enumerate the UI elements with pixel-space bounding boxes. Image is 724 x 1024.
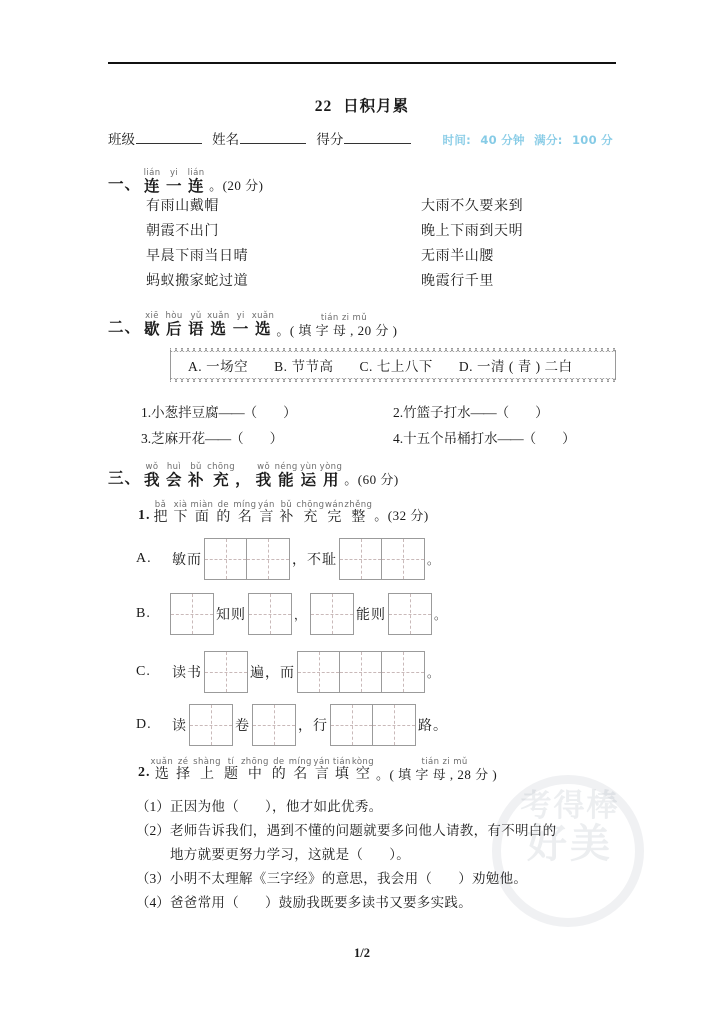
- sub2-number: 2.: [138, 765, 151, 780]
- page-title: [0, 94, 724, 116]
- pinyin: xuǎn: [207, 311, 230, 321]
- tianzige-cell[interactable]: [253, 705, 295, 745]
- hanzi: 一: [232, 321, 252, 338]
- pinyin: xuǎn: [251, 311, 275, 321]
- item-index: （1）: [136, 799, 170, 814]
- tianzige-group[interactable]: [339, 538, 425, 580]
- hanzi: 的: [216, 510, 234, 525]
- ruby-wan: [324, 500, 344, 525]
- row-period: 。: [427, 665, 440, 680]
- name-input[interactable]: [240, 131, 306, 144]
- ruby-hui: [163, 462, 185, 489]
- hanzi: 选: [210, 321, 230, 338]
- pinyin: zhěng: [344, 500, 373, 510]
- matching-exercise: [108, 192, 628, 292]
- pinyin: wán: [325, 500, 344, 510]
- hanzi: 补: [279, 510, 297, 525]
- tianzige-group[interactable]: [388, 593, 432, 635]
- ruby-yan: [256, 500, 276, 525]
- hanzi: 语: [188, 321, 208, 338]
- answer-options-box: [170, 348, 616, 382]
- option-b[interactable]: [274, 355, 333, 375]
- ruby-bu2: [276, 500, 296, 525]
- item-number: 2.: [393, 405, 404, 420]
- pinyin: hòu: [165, 311, 183, 321]
- hanzi: 我: [144, 472, 164, 489]
- tianzige-group[interactable]: [204, 651, 248, 693]
- pinyin: tián: [332, 757, 351, 767]
- answer-blank[interactable]: （ ）: [495, 405, 549, 420]
- tianzige-cell[interactable]: [331, 705, 373, 745]
- hanzi: 连: [144, 178, 164, 195]
- section-three-number: 三、: [108, 469, 142, 487]
- pinyin: wǒ: [257, 462, 271, 472]
- sub-question-1-heading: [138, 500, 658, 525]
- ruby-de: [213, 500, 233, 525]
- xiehouyu-row: [108, 424, 628, 450]
- ruby-de2: [269, 757, 289, 782]
- option-text: 节节高: [291, 359, 334, 374]
- item-text: 竹篮子打水: [403, 405, 471, 420]
- match-row: [108, 217, 628, 242]
- xiehouyu-item[interactable]: [393, 401, 549, 421]
- hanzi: 完: [327, 510, 345, 525]
- row-text: 遍，而: [250, 666, 295, 681]
- fill-grid-row-c: [108, 650, 439, 694]
- pinyin: yùn: [300, 462, 318, 472]
- section-two-number: 二、: [108, 318, 142, 336]
- fill-item: [108, 819, 628, 867]
- pinyin: yòng: [319, 462, 343, 472]
- hanzi: 言: [259, 510, 277, 525]
- pinyin: bǔ: [190, 462, 202, 472]
- row-text: ，不耻: [292, 553, 337, 568]
- class-input[interactable]: [136, 131, 202, 144]
- row-label: B.: [136, 606, 151, 621]
- pinyin: zhōng: [240, 757, 269, 767]
- match-left-item[interactable]: 朝霞不出门: [146, 223, 219, 239]
- page-number: 1/2: [354, 946, 370, 960]
- item-number: 4.: [393, 431, 404, 446]
- sub-question-2-heading: [138, 757, 658, 782]
- tianzige-cell[interactable]: [171, 594, 213, 634]
- watermark-line2: 好美: [527, 820, 613, 867]
- hanzi: 名: [237, 510, 255, 525]
- hanzi: 填: [334, 767, 352, 782]
- pinyin: de: [217, 500, 230, 510]
- student-info-row: [108, 128, 618, 148]
- text-before-blank: 爸爸常用（: [170, 895, 239, 910]
- match-left-item[interactable]: 有雨山戴帽: [146, 198, 219, 214]
- fill-grid-row-d: [108, 703, 450, 747]
- ruby-xuan3: [151, 757, 174, 782]
- text-line-1: 老师告诉我们，遇到不懂的问题就要多问他人请教，有不明白的: [170, 823, 557, 838]
- ruby-tail-tianzimu-2: [374, 757, 497, 782]
- fullscore-value: 100 分: [571, 133, 613, 147]
- section-two-score: 。( 填 字 母 , 20 分 ): [276, 322, 398, 338]
- title-text: 日积月累: [343, 98, 410, 115]
- dash: ——: [205, 431, 231, 446]
- ruby-xie: [141, 311, 163, 338]
- match-right-item[interactable]: 大雨不久要来到: [421, 198, 524, 214]
- option-text: 一清 ( 青 ) 二白: [477, 359, 573, 374]
- dash: ——: [470, 405, 496, 420]
- row-label: D.: [136, 717, 152, 732]
- tianzige-group[interactable]: [170, 593, 214, 635]
- fill-grid-row-b: [108, 592, 446, 636]
- hanzi: 充: [303, 510, 321, 525]
- ruby-tail-tianzimu: [274, 313, 397, 338]
- title-number: 22: [314, 98, 333, 115]
- option-label: C.: [359, 359, 373, 374]
- option-label: B.: [274, 359, 288, 374]
- hanzi: 的: [271, 767, 289, 782]
- section-one-heading: [108, 168, 628, 195]
- ruby-chong2: [296, 500, 324, 525]
- pinyin: miàn: [190, 500, 214, 510]
- ruby-ze: [173, 757, 193, 782]
- item-text[interactable]: [170, 867, 628, 891]
- ruby-wo-1: [141, 462, 163, 489]
- item-text[interactable]: [170, 891, 628, 915]
- text-before-blank: 小明不太理解《三字经》的意思，我会用（: [170, 871, 433, 886]
- ruby-yi: [230, 311, 252, 338]
- pinyin: xiē: [145, 311, 159, 321]
- row-comma: ，: [294, 607, 307, 622]
- pinyin: mǔ: [352, 312, 368, 323]
- xiehouyu-item[interactable]: [393, 427, 576, 447]
- tianzige-cell[interactable]: [373, 705, 415, 745]
- ruby-lian-1: [141, 168, 163, 195]
- pinyin: kòng: [351, 757, 375, 767]
- ruby-yun: [298, 462, 320, 489]
- row-label: C.: [136, 664, 151, 679]
- pinyin: xià: [173, 500, 188, 510]
- xiehouyu-item[interactable]: [108, 401, 393, 421]
- tianzige-group[interactable]: [189, 704, 233, 746]
- tianzige-group[interactable]: [310, 593, 354, 635]
- row-text: 能则: [356, 608, 387, 623]
- tianzige-group[interactable]: [330, 704, 416, 746]
- tianzige-cell[interactable]: [205, 539, 247, 579]
- pinyin: tí: [227, 757, 235, 767]
- xiehouyu-row: [108, 398, 628, 424]
- tianzige-cell[interactable]: [382, 652, 424, 692]
- pinyin: zi: [341, 312, 350, 323]
- item-number: 1.: [141, 405, 152, 420]
- tianzige-cell[interactable]: [389, 594, 431, 634]
- pinyin: de: [273, 757, 285, 767]
- ruby-kong: [352, 757, 374, 782]
- ruby-yi: [163, 168, 185, 195]
- pinyin: mǔ: [453, 757, 468, 767]
- hanzi: 歇: [144, 321, 164, 338]
- item-index: （2）: [136, 823, 170, 838]
- hanzi: 会: [166, 472, 186, 489]
- comma: ，: [235, 470, 253, 488]
- fill-item: [108, 891, 628, 915]
- hanzi: 言: [314, 767, 332, 782]
- tianzige-cell[interactable]: [205, 652, 247, 692]
- match-row: [108, 192, 628, 217]
- option-label: D.: [458, 359, 474, 374]
- pinyin: zi: [442, 757, 451, 767]
- section-two-heading: [108, 311, 628, 338]
- option-c[interactable]: [360, 355, 433, 375]
- hanzi: 下: [173, 510, 191, 525]
- row-period: 。: [427, 552, 440, 567]
- match-left-item[interactable]: 蚂蚁搬家蛇过道: [146, 273, 249, 289]
- section-three-score: 。(60 分): [344, 471, 399, 487]
- sub2-score: 。( 填 字 母 , 28 分 ): [376, 767, 498, 782]
- hanzi: 一: [166, 178, 186, 195]
- ruby-shang: [193, 757, 221, 782]
- time-label: 时间:: [442, 133, 472, 147]
- hanzi: 名: [293, 767, 311, 782]
- item-index: （3）: [136, 871, 170, 886]
- answer-blank[interactable]: （ ）: [522, 431, 576, 446]
- match-row: [108, 267, 628, 292]
- pinyin: bǎ: [154, 500, 167, 510]
- hanzi: 选: [154, 767, 172, 782]
- row-text: 敏而: [172, 553, 202, 568]
- match-row: [108, 242, 628, 267]
- tianzige-cell[interactable]: [247, 539, 289, 579]
- ruby-ming: [233, 500, 256, 525]
- ruby-bu: [185, 462, 207, 489]
- answer-blank[interactable]: （ ）: [230, 431, 284, 446]
- row-text: 读: [172, 719, 187, 734]
- time-value: 40 分钟: [480, 133, 525, 147]
- exam-meta: [443, 132, 618, 148]
- pinyin: tián: [421, 757, 440, 767]
- pinyin: yán: [257, 500, 275, 510]
- ruby-ba: [151, 500, 171, 525]
- hanzi: 补: [188, 472, 208, 489]
- hanzi: 整: [351, 510, 369, 525]
- tianzige-cell[interactable]: [190, 705, 232, 745]
- hanzi: 运: [300, 472, 320, 489]
- sub1-number: 1.: [138, 508, 151, 523]
- ruby-ming2: [289, 757, 312, 782]
- tianzige-cell[interactable]: [298, 652, 340, 692]
- pinyin: shàng: [193, 757, 221, 767]
- ruby-mian: [191, 500, 214, 525]
- tianzige-group[interactable]: [248, 593, 292, 635]
- option-label: A.: [188, 359, 203, 374]
- tianzige-group[interactable]: [297, 651, 425, 693]
- option-text: 七上八下: [376, 359, 433, 374]
- match-right-item[interactable]: 晚霞行千里: [421, 273, 494, 289]
- dash: ——: [497, 431, 523, 446]
- hanzi: 把: [153, 510, 171, 525]
- row-text: 知则: [216, 608, 246, 623]
- pinyin: chōng: [207, 462, 236, 472]
- pinyin: bǔ: [280, 500, 293, 510]
- xiehouyu-item[interactable]: [108, 427, 393, 447]
- option-d[interactable]: [459, 355, 573, 375]
- ruby-hou: [163, 311, 185, 338]
- item-text[interactable]: [170, 819, 628, 867]
- fullscore-label: 满分:: [534, 133, 563, 147]
- sub1-score: 。(32 分): [374, 508, 429, 523]
- ruby-xuan-1: [207, 311, 230, 338]
- pinyin: yi: [236, 311, 245, 321]
- text-before-blank: 地方就要更努力学习，这就是（: [170, 847, 364, 862]
- match-right-item[interactable]: 无雨半山腰: [421, 248, 494, 264]
- tianzige-cell[interactable]: [340, 652, 382, 692]
- section-three-heading: [108, 462, 628, 489]
- xiehouyu-items: [108, 398, 628, 450]
- option-text: 一场空: [206, 359, 249, 374]
- hanzi: 选: [255, 321, 275, 338]
- row-label: A.: [136, 551, 152, 566]
- ruby-yu: [185, 311, 207, 338]
- answer-blank[interactable]: （ ）: [243, 405, 297, 420]
- pinyin: lián: [143, 168, 161, 178]
- hanzi: 面: [194, 510, 212, 525]
- pinyin: yǔ: [190, 311, 202, 321]
- ruby-yong: [320, 462, 343, 489]
- tianzige-cell[interactable]: [340, 539, 382, 579]
- item-text[interactable]: [170, 795, 628, 819]
- text-after-blank: ）。: [389, 847, 411, 862]
- hanzi: 中: [247, 767, 265, 782]
- row-text: ，行: [298, 719, 328, 734]
- ruby-yan2: [312, 757, 332, 782]
- hanzi: 用: [322, 472, 342, 489]
- section-one-number: 一、: [108, 175, 142, 193]
- ruby-ti: [221, 757, 241, 782]
- row-text: 路。: [418, 719, 448, 734]
- pinyin: chōng: [296, 500, 325, 510]
- hanzi: 空: [355, 767, 373, 782]
- tianzige-cell[interactable]: [382, 539, 424, 579]
- pinyin: yi: [169, 168, 179, 178]
- text-before-blank: 正因为他（: [170, 799, 239, 814]
- name-label: 姓名: [212, 132, 240, 147]
- section-one-score: 。(20 分): [209, 177, 264, 193]
- score-label: 得分: [316, 132, 344, 147]
- pinyin: lián: [187, 168, 205, 178]
- pinyin: néng: [274, 462, 298, 472]
- pinyin: míng: [288, 757, 312, 767]
- row-text: 读书: [172, 666, 202, 681]
- text-after-blank: ）劝勉他。: [458, 871, 528, 886]
- ruby-zheng: [344, 500, 372, 525]
- ruby-neng: [275, 462, 298, 489]
- tianzige-group[interactable]: [252, 704, 296, 746]
- text-after-blank: ）鼓励我既要多读书又要多实践。: [265, 895, 472, 910]
- ruby-lian-2: [185, 168, 207, 195]
- match-right-item[interactable]: 晚上下雨到天明: [421, 223, 524, 239]
- pinyin: zé: [177, 757, 189, 767]
- ruby-wo-2: [253, 462, 275, 489]
- match-left-item[interactable]: 早晨下雨当日晴: [146, 248, 249, 264]
- ruby-zhong: [241, 757, 269, 782]
- hanzi: 上: [200, 767, 218, 782]
- fill-item: [108, 867, 628, 891]
- fill-blank-items: [108, 795, 628, 915]
- pinyin: tián: [320, 312, 339, 323]
- fill-grid-row-a: [108, 537, 439, 581]
- text-after-blank: ），他才如此优秀。: [265, 799, 383, 814]
- row-period: 。: [434, 607, 447, 622]
- hanzi: 我: [255, 472, 275, 489]
- hanzi: 充: [213, 472, 233, 489]
- dash: ——: [218, 405, 244, 420]
- score-input[interactable]: [344, 131, 410, 144]
- item-text: 十五个吊桶打水: [403, 431, 498, 446]
- pinyin: huì: [166, 462, 182, 472]
- pinyin: míng: [233, 500, 257, 510]
- tianzige-group[interactable]: [204, 538, 290, 580]
- option-a[interactable]: [188, 355, 248, 375]
- ruby-tian: [332, 757, 352, 782]
- hanzi: 后: [166, 321, 186, 338]
- hanzi: 题: [223, 767, 241, 782]
- fill-item: [108, 795, 628, 819]
- hanzi: 连: [188, 178, 208, 195]
- hanzi: 择: [176, 767, 194, 782]
- item-number: 3.: [141, 431, 152, 446]
- watermark-line1: 考得棒: [520, 788, 620, 824]
- item-text: 芝麻开花: [151, 431, 206, 446]
- ruby-xuan-2: [252, 311, 275, 338]
- pinyin: yán: [313, 757, 331, 767]
- ruby-chong: [207, 462, 235, 489]
- item-text: 小葱拌豆腐: [151, 405, 219, 420]
- tianzige-cell[interactable]: [311, 594, 353, 634]
- pinyin: wǒ: [145, 462, 159, 472]
- header-rule: [108, 62, 616, 64]
- item-index: （4）: [136, 895, 170, 910]
- hanzi: 能: [278, 472, 298, 489]
- class-label: 班级: [108, 132, 135, 147]
- tianzige-cell[interactable]: [249, 594, 291, 634]
- row-text: 卷: [235, 719, 250, 734]
- ruby-xia: [171, 500, 191, 525]
- pinyin: xuǎn: [150, 757, 174, 767]
